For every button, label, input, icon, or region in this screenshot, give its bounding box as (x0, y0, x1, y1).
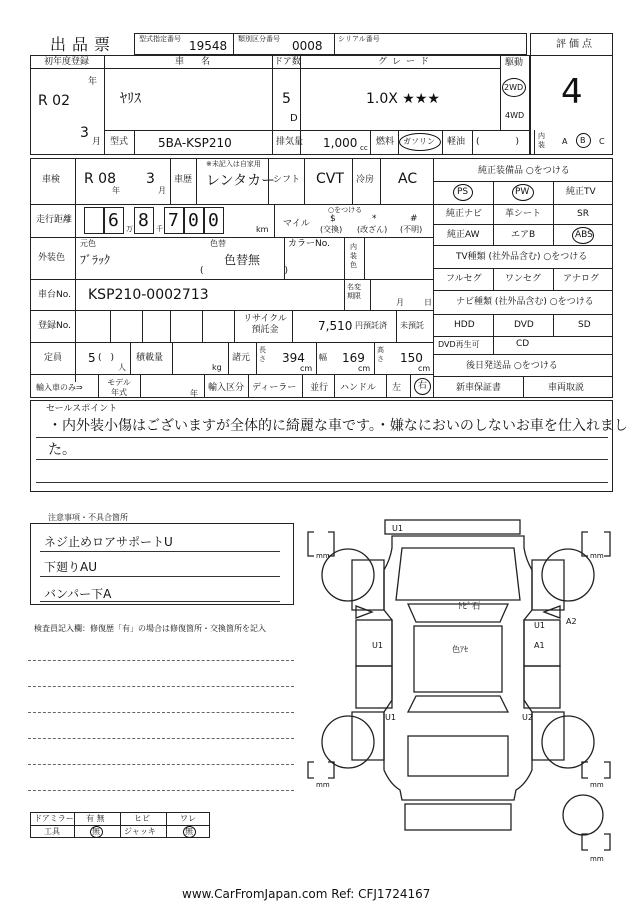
capacity-value: 5 (88, 351, 96, 365)
car-name-value: ﾔﾘｽ (120, 91, 141, 107)
history-value: レンタカー (206, 173, 276, 189)
registration-label: 登録No. (38, 321, 71, 331)
model-year-unit: 年 (190, 389, 198, 398)
mirror-right (544, 606, 560, 618)
first-reg-year-unit: 年 (88, 77, 98, 87)
later-manual: 車両取説 (548, 383, 585, 393)
mark-door-rr-a1: A1 (534, 641, 545, 650)
navi-sd: SD (578, 320, 591, 330)
orig-color-label: 元色 (80, 239, 96, 248)
tread-rr-mm: mm (590, 781, 604, 789)
sales-line1: ・内外装小傷はございますが全体的に綺麗な車です。・嫌なにおいのしないお車を仕入れまし (48, 418, 628, 434)
equip-leather: 革シート (505, 209, 542, 219)
note-item-3: バンパー下A (44, 587, 112, 601)
doors-sub: D (290, 113, 298, 124)
ac-value: AC (398, 171, 418, 187)
mirror-value: 有 無 (86, 814, 105, 823)
serial-label: シリアル番号 (338, 35, 380, 43)
chassis-value: KSP210-0002713 (88, 287, 209, 303)
orig-color-value: ﾌﾞﾗｯｸ (80, 253, 111, 267)
wheel-rear-left (322, 716, 374, 768)
color-no-label: カラーNo. (288, 239, 330, 249)
bracket-fr-close (604, 532, 610, 556)
interior-color-label: 内装色 (350, 243, 357, 269)
bracket-rl-open (308, 762, 314, 778)
mileage-circle-hint: ○をつける (328, 206, 363, 214)
hood (396, 548, 520, 600)
handle-left: 左 (392, 383, 402, 393)
chassis-label: 車台No. (38, 290, 71, 300)
inspection-month: 3 (146, 171, 155, 187)
length-label: 長さ (259, 346, 266, 363)
tools-value: 無 (92, 827, 100, 836)
shift-label: シフト (273, 175, 301, 185)
mark-rear-left-u1: U1 (385, 713, 396, 722)
fuel-other: ( ) (476, 137, 520, 147)
fender-front-left (352, 560, 384, 610)
equip-ps: PS (457, 187, 469, 197)
import-label: 輸入車のみ⇒ (36, 383, 83, 392)
jack-value: 無 (185, 827, 193, 836)
trunk (408, 736, 508, 776)
inspection-label: 車検 (42, 175, 61, 185)
import-parallel: 並行 (310, 383, 329, 393)
tread-rl-mm: mm (316, 781, 330, 789)
handle-right: 右 (418, 381, 428, 391)
first-reg-year: R 02 (38, 93, 70, 109)
ac-label: 冷房 (356, 175, 375, 185)
tread-spare-mm: mm (590, 855, 604, 863)
tv-header: TV種類 (社外品含む) ○をつける (456, 252, 588, 262)
drive-label: 駆動 (505, 58, 524, 68)
import-type-label: 輸入区分 (208, 383, 245, 393)
doors-label: ドア数 (274, 57, 301, 67)
bracket-rr-close (604, 762, 610, 778)
title-day-unit: 日 (424, 298, 432, 307)
fender-front-right (532, 560, 564, 610)
repaint-paren: ( ) (200, 266, 289, 276)
mark-windshield-chip: ﾄﾋﾞ石 (458, 602, 481, 612)
mileage-exchange: (交換) (320, 225, 343, 234)
notes-label: 注意事項・不具合箇所 (48, 513, 128, 522)
fuel-label: 燃料 (376, 137, 395, 147)
height-unit: cm (418, 364, 431, 373)
mirror-left (356, 606, 372, 618)
tv-analog: アナログ (563, 274, 600, 284)
wheel-front-right (542, 549, 594, 601)
mileage-exchange-sym: $ (330, 214, 336, 224)
interior-c: C (599, 137, 605, 146)
crack-label: ヒビ (134, 814, 150, 823)
model-value: 5BA-KSP210 (158, 136, 232, 150)
dvd-play-label: DVD再生可 (438, 340, 480, 349)
rear-bumper (405, 804, 511, 830)
mirror-label: ドアミラー (34, 814, 74, 823)
navi-header: ナビ種類 (社外品含む) ○をつける (456, 297, 594, 307)
mark-rear-right-u2: U2 (522, 713, 533, 722)
score-label: 評価点 (556, 39, 595, 50)
inspection-value: R 08 (84, 171, 116, 187)
jack-label: ジャッキ (124, 827, 156, 836)
inspection-month-unit: 月 (158, 186, 166, 195)
displacement-value: 1,000 (323, 136, 358, 150)
score-value: 4 (561, 72, 583, 112)
car-name-label: 車 名 (175, 57, 215, 67)
width-label: 幅 (319, 353, 327, 362)
equip-tv: 純正TV (566, 187, 596, 197)
mark-roof-fade: 色ｱｾ (452, 645, 468, 654)
history-note: ※未記入は自家用 (206, 160, 261, 168)
repaint-label: 色替 (210, 239, 226, 248)
history-label: 車歴 (174, 175, 193, 185)
sales-label: セールスポイント (46, 404, 118, 414)
mileage-mile: マイル (283, 219, 310, 229)
interior-label: 内装 (538, 132, 545, 149)
equip-airbag: エアB (511, 230, 536, 240)
equip-pw: PW (515, 187, 530, 197)
later-warranty: 新車保証書 (456, 383, 502, 393)
first-reg-month-unit: 月 (92, 137, 102, 147)
equipment-header: 純正装備品 ○をつける (478, 166, 570, 176)
navi-hdd: HDD (454, 320, 475, 330)
fuel-gas: ガソリン (403, 137, 435, 146)
displacement-label: 排気量 (276, 137, 304, 147)
mark-door-fl-u1: U1 (372, 641, 383, 650)
inspection-year-unit: 年 (112, 186, 120, 195)
door-rear-left (356, 666, 392, 708)
door-rear-right (524, 666, 560, 708)
first-reg-month: 3 (80, 125, 89, 141)
mileage-digit-6: 0 (208, 210, 219, 231)
bracket-rl-close (328, 762, 334, 778)
class-value: 0008 (292, 39, 323, 53)
equip-abs: ABS (575, 230, 593, 240)
sales-line2: た。 (48, 442, 76, 458)
equip-navi: 純正ナビ (446, 209, 483, 219)
height-value: 150 (400, 351, 423, 365)
rear-window (408, 696, 508, 712)
note-item-2: 下廻りAU (44, 560, 97, 574)
load-unit: kg (212, 363, 222, 372)
shift-value: CVT (316, 171, 344, 187)
mileage-digit-4: 7 (168, 210, 179, 231)
repaint-value: 色替無 (224, 253, 261, 267)
title-change-label: 名変期限 (347, 283, 361, 300)
later-header: 後日発送品 ○をつける (466, 361, 558, 371)
mileage-man: 万 (126, 225, 133, 233)
cd-label: CD (516, 339, 530, 349)
mileage-label: 走行距離 (36, 215, 73, 225)
handle-label: ハンドル (340, 383, 377, 393)
height-label: 高さ (377, 346, 384, 363)
spare-tire (563, 795, 603, 835)
tread-fl-mm: mm (316, 552, 330, 560)
grade-value: 1.0X ★★★ (366, 91, 440, 107)
spec-label: 諸元 (232, 353, 251, 363)
recycle-label: リサイクル預託金 (243, 314, 287, 335)
equip-sr: SR (577, 209, 589, 219)
doors-value: 5 (282, 91, 291, 107)
tread-fr-mm: mm (590, 552, 604, 560)
mark-fender-fr-a2: A2 (566, 617, 577, 626)
class-label: 類別区分番号 (238, 35, 280, 43)
equip-aw: 純正AW (447, 230, 480, 240)
wheel-rear-right (542, 716, 594, 768)
break-label: ワレ (180, 814, 196, 823)
bracket-fl-open (308, 532, 314, 556)
mileage-tamper-sym: * (372, 214, 377, 224)
mileage-sen: 千 (156, 225, 163, 233)
note-item-1: ネジ止めロアサポートU (44, 535, 173, 549)
mileage-unit: km (256, 225, 269, 234)
quarter-rear-left (352, 712, 384, 760)
bracket-rr-open (582, 762, 588, 778)
displacement-unit: cc (360, 144, 368, 152)
mark-bumper-u1: U1 (392, 524, 403, 533)
import-dealer: ディーラー (252, 383, 297, 393)
mileage-unknown-sym: # (410, 214, 418, 224)
interior-b: B (580, 136, 586, 145)
roof (414, 626, 502, 692)
first-reg-label: 初年度登録 (44, 57, 90, 67)
capacity-paren: ( ) (98, 353, 115, 363)
car-body (384, 536, 532, 800)
mileage-digit-3: 8 (138, 210, 149, 231)
model-label: 型式 (110, 137, 129, 147)
model-cert-value: 19548 (189, 39, 228, 53)
mileage-unknown: (不明) (400, 225, 423, 234)
mark-door-fr-u1: U1 (534, 621, 545, 630)
capacity-label: 定員 (44, 353, 63, 363)
inspector-label: 検査員記入欄：修復歴「有」の場合は修復箇所・交換箇所を記入 (34, 624, 266, 633)
tv-fullseg: フルセグ (446, 274, 482, 284)
title-month-unit: 月 (396, 298, 404, 307)
recycle-unpaid: 未預託 (400, 321, 424, 330)
recycle-value: 7,510 (318, 319, 353, 333)
length-unit: cm (300, 364, 313, 373)
load-label: 積載量 (136, 353, 164, 363)
interior-a: A (562, 137, 568, 146)
exterior-color-label: 外装色 (38, 253, 66, 263)
bracket-spare-open (582, 834, 588, 850)
mileage-tamper: (改ざん) (357, 225, 388, 234)
fuel-diesel: 軽油 (447, 137, 466, 147)
quarter-rear-right (532, 712, 564, 760)
bracket-fr-open (582, 532, 588, 556)
capacity-unit: 人 (118, 363, 126, 372)
footer-watermark: www.CarFromJapan.com Ref: CFJ1724167 (182, 887, 431, 901)
model-year-label: モデル年式 (107, 378, 131, 397)
grade-label: グレード (378, 57, 435, 67)
mileage-digit-2: 6 (108, 210, 119, 231)
mileage-digit-5: 0 (188, 210, 199, 231)
drive-4wd: 4WD (505, 111, 525, 120)
bracket-spare-close (604, 834, 610, 850)
width-value: 169 (342, 351, 365, 365)
width-unit: cm (358, 364, 371, 373)
tools-label: 工具 (44, 827, 60, 836)
model-cert-label: 型式指定番号 (139, 35, 181, 43)
length-value: 394 (282, 351, 305, 365)
tv-oneseg: ワンセグ (505, 274, 542, 284)
recycle-unit: 円預託済 (355, 321, 387, 330)
front-bumper (385, 520, 520, 534)
drive-2wd: 2WD (504, 83, 524, 92)
page-title: 出品票 (50, 35, 117, 54)
navi-dvd: DVD (514, 320, 534, 330)
